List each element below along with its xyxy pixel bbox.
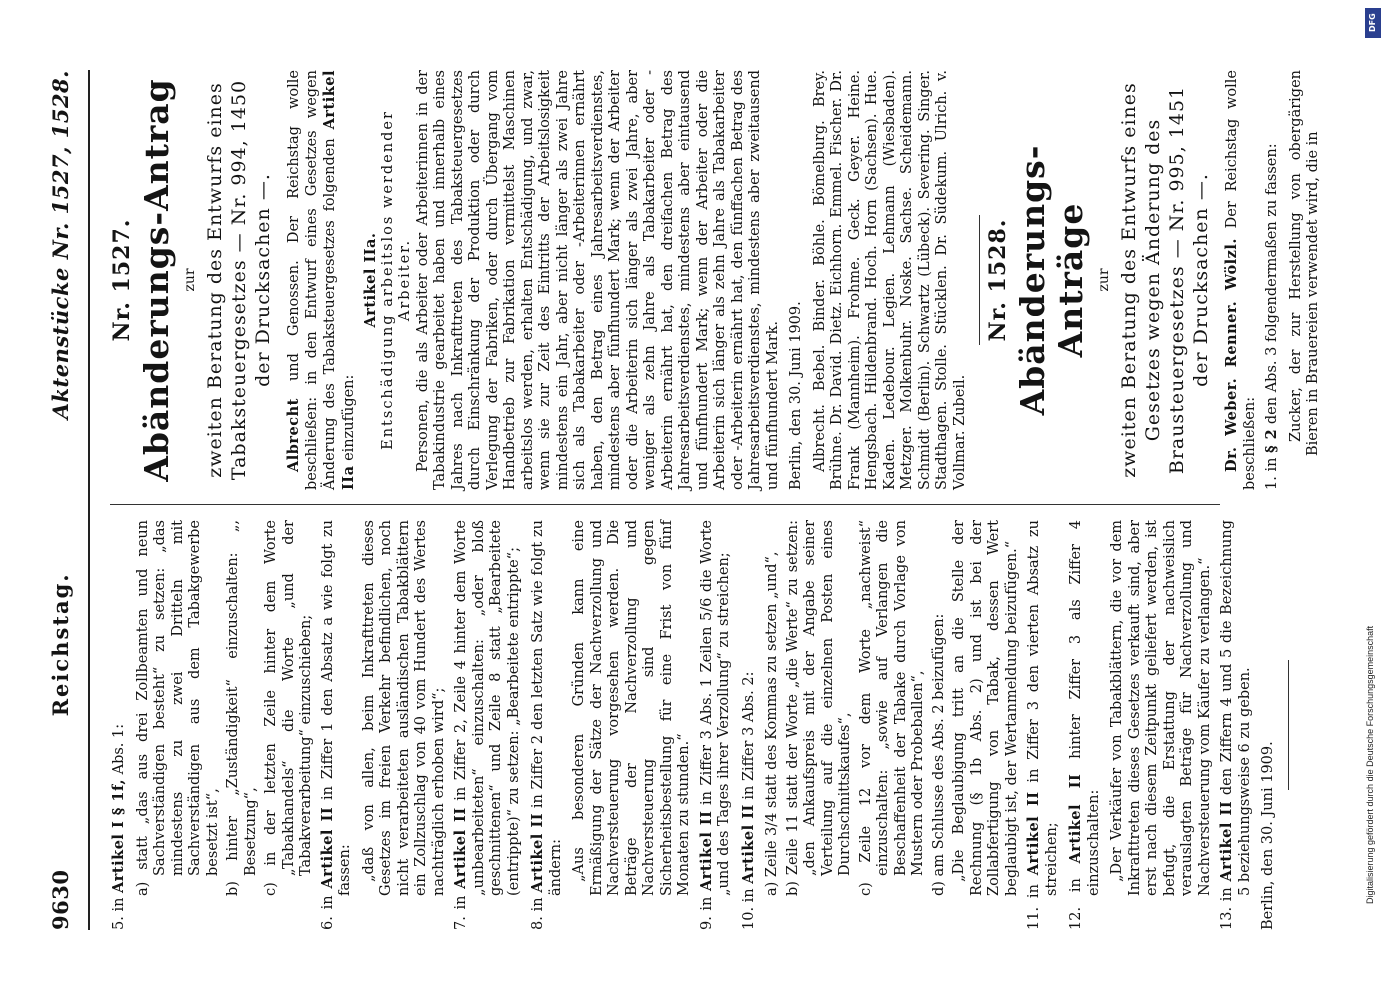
document-title: Abänderungs-Antrag bbox=[136, 78, 176, 482]
digitization-credit bbox=[1363, 0, 1383, 1000]
list-item: 6. in Artikel II in Ziffer 1 den Absatz a wie folgt zu fassen: bbox=[318, 520, 353, 930]
left-column bbox=[110, 520, 1299, 930]
document-lead: zweiten Beratung des Entwurfs eines Tabaksteuergesetzes — Nr. 994, 1450 der Drucksachen —. bbox=[204, 79, 274, 481]
title-connector: zur bbox=[181, 268, 198, 292]
article-text: Personen, die als Arbeiter oder Arbeiterinnen in der Tabakindustrie gearbeitet haben und innerhalb eines Jahres nach Inkrafttreten des Tabaksteuergesetzes durch Einschränkung der Produktion oder durch Verlegung der Fabriken, oder durch Übergang vom Handbetrieb zur Fabrikation vermittelst Maschinen arbeitslos werden, erhalten Entschädigung, und zwar, wenn sie zur Zeit des Eintritts der Arbeitslosigkeit mindestens ein Jahr, aber nicht länger als zwei Jahre sich als Tabakarbeiter oder -Arbeiterinnen ernährt haben, den Betrag eines Jahresarbeitsverdienstes, mindestens aber fünfhundert Mark; wenn der Arbeiter oder die Arbeiterin sich länger als zwei Jahre, aber weniger als zehn Jahre als Tabakarbeiter oder -Arbeiterin ernährt hat, den dreifachen Betrag des Jahresarbeitsverdienstes, mindestens aber eintausend und fünfhundert Mark; wenn der Arbeiter oder die Arbeiterin sich länger als zehn Jahre als Tabakarbeiter oder -Arbeiterin ernährt hat, den fünffachen Betrag des Jahresarbeitsverdienstes, mindestens aber zweitausend und fünfhundert Mark. bbox=[414, 70, 781, 490]
page-number: 9630 bbox=[48, 869, 73, 930]
sub-item: c) in der letzten Zeile hinter dem Worte „Tabakhandels“ die Worte „und der Tabakverarbeitung“ einzuschieben; bbox=[263, 519, 314, 896]
date-line: Berlin, den 30. Juni 1909. bbox=[788, 301, 804, 490]
quoted-text: „daß von allen, beim Inkrafttreten dieses Gesetzes im freien Verkehr befindlichen, noch nicht verarbeiteten ausländischen Tabakblättern ein Zollzuschlag von 40 vom Hundert des Wertes nachträglich erhoben wird“; bbox=[360, 520, 447, 896]
article-heading: Artikel IIa. bbox=[362, 232, 379, 328]
sub-item: b) hinter „Zuständigkeit“ einzuschalten: „, Besetzung“, bbox=[225, 519, 259, 896]
list-item: 10. in Artikel II in Ziffer 3 Abs. 2: bbox=[739, 671, 757, 930]
column-divider bbox=[110, 504, 1220, 505]
section-divider bbox=[1288, 660, 1289, 790]
document-number: Nr. 1528. bbox=[985, 218, 1011, 342]
header-docs: Aktenstücke Nr. 1527, 1528. bbox=[48, 70, 73, 420]
list-item: 8. in Artikel II in Ziffer 2 den letzten Satz wie folgt zu ändern: bbox=[529, 520, 564, 930]
list-item: 13. in Artikel II den Ziffern 4 und 5 die Bezeichnung 5 beziehungsweise 6 zu geben. bbox=[1218, 519, 1253, 930]
list-item: 7. in Artikel II in Ziffer 2, Zeile 4 hinter dem Worte „unbearbeiteten“ einzuschalten: „oder bloß geschnittenen“ und Zeile 8 statt „Bearbeitete (entrippte)“ zu setzen: „Bearbeitete entrippte“; bbox=[452, 520, 522, 930]
motion-text: Dr. Weber. Renner. Wölzl. Der Reichstag wolle beschließen: bbox=[1223, 70, 1258, 490]
list-item: 5. in Artikel I § 1f, Abs. 1: bbox=[110, 723, 127, 930]
quoted-text: „Der Verkäufer von Tabakblättern, die vor dem Inkrafttreten dieses Gesetzes verkauft sind, aber erst nach diesem Zeitpunkt geliefert werden, ist befugt, die Erstattung der nachweislich verauslagten Beträge für Nachverzollung und Nachversteuerung vom Käufer zu verlangen.“ bbox=[1109, 520, 1213, 896]
list-item: 1. in § 2 den Abs. 3 folgendermaßen zu fassen: bbox=[1263, 143, 1280, 490]
sub-item: a) Zeile 3/4 statt des Kommas zu setzen „und“, bbox=[764, 551, 780, 896]
title-connector: zur bbox=[1095, 268, 1112, 292]
sub-item: d) am Schlusse des Abs. 2 beizufügen: bbox=[930, 613, 947, 896]
document-number: Nr. 1527. bbox=[109, 218, 135, 342]
list-item: 12. in Artikel II hinter Ziffer 3 als Ziffer 4 einzuschalten: bbox=[1067, 520, 1102, 930]
page-header bbox=[48, 70, 90, 930]
header-title: Reichstag. bbox=[48, 572, 73, 717]
sub-item: c) Zeile 12 vor dem Worte „nachweist“ einzuschalten: „sowie auf Verlangen die Beschaffenheit der Tabake durch Vorlage von Mustern oder Probeballen“, bbox=[857, 519, 926, 896]
sub-item: a) statt „das aus drei Zollbeamten und neun Sachverständigen besteht“ zu setzen: „das mindestens zu zwei Dritteln mit Sachverständigen aus dem Tabakgewerbe besetzt ist“, bbox=[134, 520, 221, 896]
list-item: 11. in Artikel II in Ziffer 3 den vierten Absatz zu streichen; bbox=[1025, 520, 1060, 930]
signatories: Albrecht. Bebel. Binder. Böhle. Bömelburg. Brey. Brühne. Dr. David. Dietz. Eichhorn. Emmel. Fischer. Dr. Frank (Mannheim). Frohme. Geck. Geyer. Heine. Hengsbach. Hildenbrand. Hoch. Horn (Sachsen). Hue. Kaden. Ledebour. Legien. Lehmann (Wiesbaden). Metzger. Molkenbuhr. Noske. Sachse. Scheidemann. Schmidt (Berlin). Schwartz (Lübeck). Severing. Singer. Stadthagen. Stolle. Stücklen. Dr. Südekum. Ulrich. v. Vollmar. Zubeil. bbox=[811, 70, 968, 490]
document-lead: zweiten Beratung des Entwurfs eines Gesetzes wegen Änderung des Brausteuergesetzes — Nr. 995, 1451 der Drucksachen —. bbox=[1118, 82, 1212, 478]
date-line: Berlin, den 30. Juni 1909. bbox=[1260, 741, 1276, 930]
credit-text: Digitalisierung gefördert durch die Deutsche Forschungsgemeinschaft bbox=[1365, 625, 1375, 904]
quoted-text: „Aus besonderen Gründen kann eine Ermäßigung der Sätze der Nachverzollung und Nachversteuerung vorgesehen werden. Die Beträge der Nachverzollung und Nachversteuerung sind gegen Sicherheitsbestellung für eine Frist von fünf Monaten zu stunden.“ bbox=[571, 520, 692, 896]
right-column bbox=[110, 70, 1327, 490]
document-title: Abänderungs-Anträge bbox=[1012, 144, 1090, 416]
section-divider bbox=[979, 215, 980, 345]
quoted-text: „Die Beglaubigung tritt an die Stelle der Rechnung (§ 1b Abs. 2) und ist bei der Zollabfertigung von Tabak, dessen Wert beglaubigt ist, der Wertanmeldung beizufügen.“ bbox=[951, 520, 1020, 896]
quoted-text: Zucker, der zur Herstellung von obergärigen Bieren in Brauereien verwendet wird, die in bbox=[1287, 70, 1321, 456]
list-item: 9. in Artikel II in Ziffer 3 Abs. 1 Zeilen 5/6 die Worte „und des Tages ihrer Verzollung“ zu streichen; bbox=[697, 520, 732, 930]
article-subheading: Entschädigung arbeitslos werdender Arbeiter. bbox=[379, 110, 413, 450]
motion-text: Albrecht und Genossen. Der Reichstag wolle beschließen: in den Entwurf eines Gesetzes wegen Änderung des Tabaksteuergesetzes folgenden Artikel IIa einzufügen: bbox=[285, 70, 357, 490]
sub-item: b) Zeile 11 statt der Worte „die Werte“ zu setzen: „den Ankaufspreis mit der Angabe seiner Verteilung auf die einzelnen Posten eines Durchschnittskaufes“, bbox=[784, 520, 853, 896]
dfg-logo: DFG bbox=[1365, 8, 1381, 38]
